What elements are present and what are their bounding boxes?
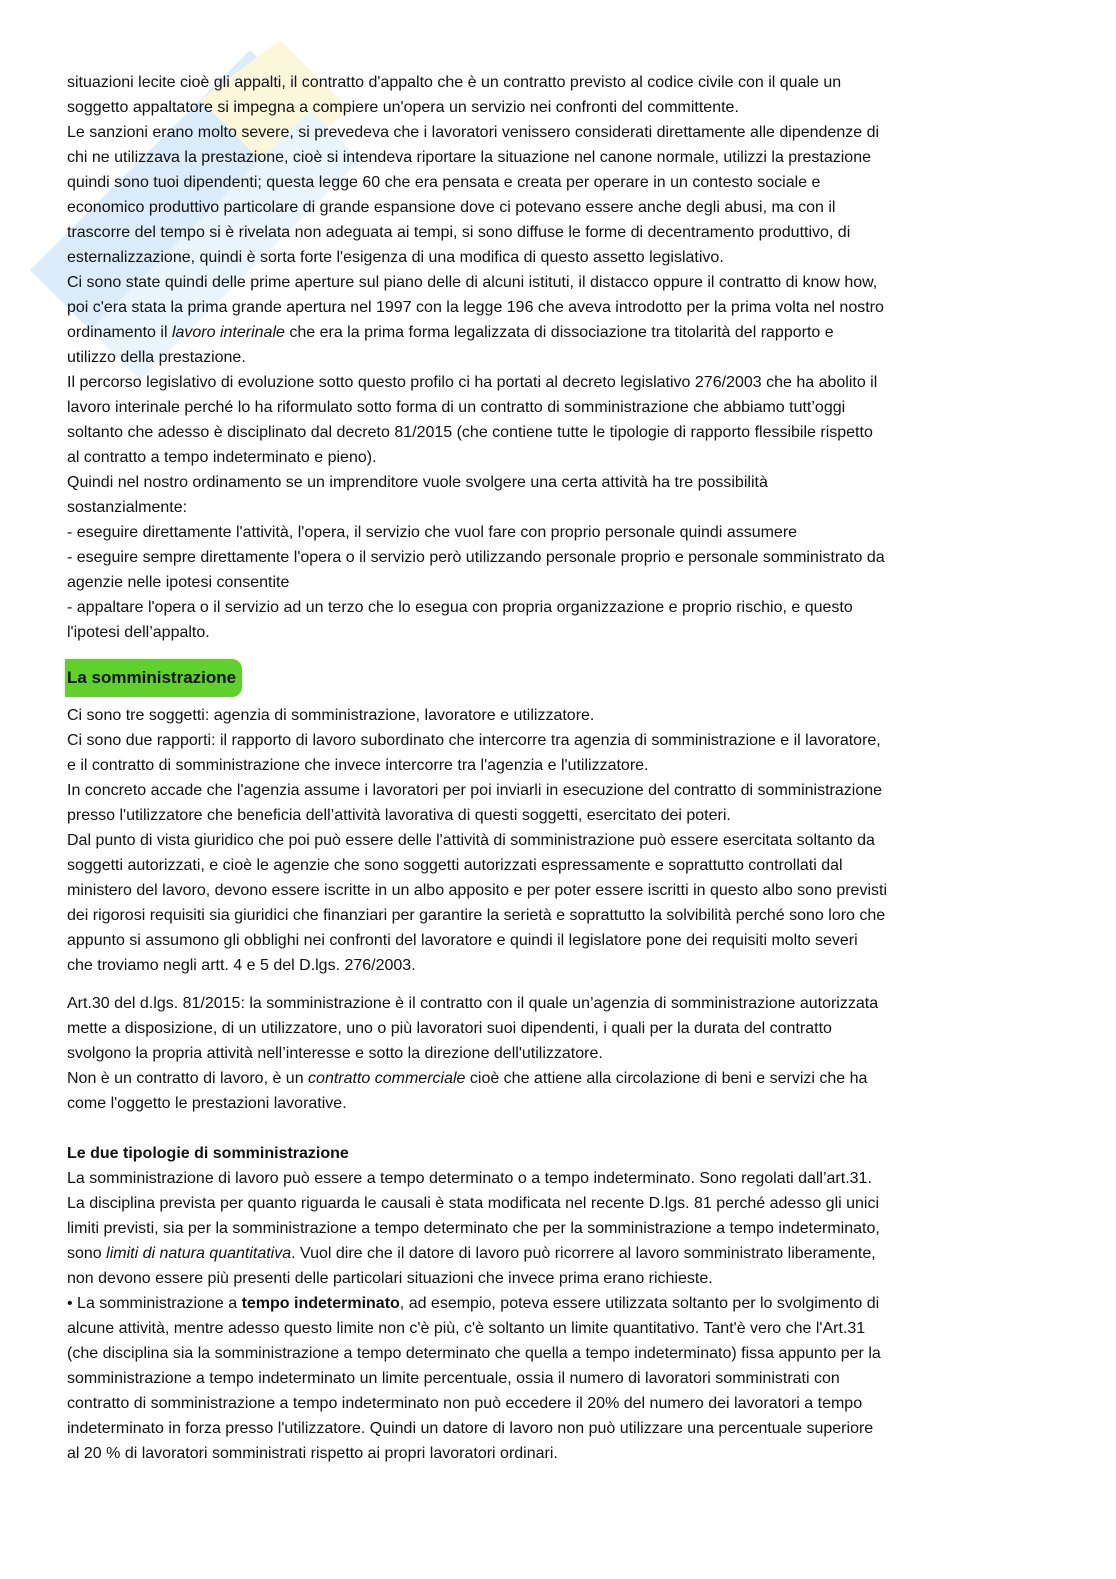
text-line: - appaltare l'opera o il servizio ad un terzo che lo esegua con propria organizzazione e proprio rischio, e questo xyxy=(67,599,853,616)
paragraph-block-intro xyxy=(67,70,1057,645)
text-line: non devono essere più presenti delle particolari situazioni che invece prima erano richieste. xyxy=(67,1270,713,1287)
text-run: • La somministrazione a xyxy=(67,1295,242,1312)
text-line: La somministrazione di lavoro può essere a tempo determinato o a tempo indeterminato. Sono regolati dall’art.31. xyxy=(67,1170,872,1187)
text-line xyxy=(67,1066,1057,1091)
text-line: economico produttivo particolare di grande espansione dove ci potevano essere anche degli abusi, ma con il xyxy=(67,199,836,216)
text-line: indeterminato in forza presso l'utilizzatore. Quindi un datore di lavoro non può utilizzare una percentuale superiore xyxy=(67,1420,874,1437)
text-line: contratto di somministrazione a tempo indeterminato non può eccedere il 20% del numero dei lavoratori a tempo xyxy=(67,1395,863,1412)
text-line: In concreto accade che l'agenzia assume i lavoratori per poi inviarli in esecuzione del contratto di somministrazione xyxy=(67,782,883,799)
text-line: quindi sono tuoi dipendenti; questa legge 60 che era pensata e creata per operare in un contesto sociale e xyxy=(67,174,821,191)
text-run: sono xyxy=(67,1245,107,1262)
text-line: - eseguire direttamente l'attività, l'opera, il servizio che vuol fare con proprio personale quindi assumere xyxy=(67,524,798,541)
text-line: (che disciplina sia la somministrazione a tempo determinato che quella a tempo indeterminato) fissa appunto per la xyxy=(67,1345,881,1362)
text-run: cioè che attiene alla circolazione di beni e servizi che ha xyxy=(465,1070,868,1087)
text-line: poi c'era stata la prima grande apertura nel 1997 con la legge 196 che aveva introdotto per la prima volta nel nostro xyxy=(67,299,884,316)
document-page xyxy=(67,70,1057,1466)
text-line: chi ne utilizzava la prestazione, cioè si intendeva riportare la situazione nel canone normale, utilizzi la prestazione xyxy=(67,149,871,166)
text-line: limiti previsti, sia per la somministrazione a tempo determinato che per la somministrazione a tempo indeterminato, xyxy=(67,1220,880,1237)
text-line: svolgono la propria attività nell’interesse e sotto la direzione dell'utilizzatore. xyxy=(67,1045,603,1062)
text-run: . Vuol dire che il datore di lavoro può ricorrere al lavoro somministrato liberamente, xyxy=(291,1245,876,1262)
text-line: Quindi nel nostro ordinamento se un imprenditore vuole svolgere una certa attività ha tre possibilità xyxy=(67,474,768,491)
text-line: e il contratto di somministrazione che invece intercorre tra l'agenzia e l'utilizzatore. xyxy=(67,757,649,774)
text-line: dei rigorosi requisiti sia giuridici che finanziari per garantire la serietà e soprattutto la solvibilità perché sono loro che xyxy=(67,907,886,924)
text-line: presso l'utilizzatore che beneficia dell’attività lavorativa di questi soggetti, esercitato dei poteri. xyxy=(67,807,731,824)
section-heading-somministrazione: La somministrazione xyxy=(65,659,242,697)
text-line: come l'oggetto le prestazioni lavorative. xyxy=(67,1095,347,1112)
text-line: Ci sono due rapporti: il rapporto di lavoro subordinato che intercorre tra agenzia di somministrazione e il lavoratore, xyxy=(67,732,881,749)
text-line: esternalizzazione, quindi è sorta forte l'esigenza di una modifica di questo assetto legislativo. xyxy=(67,249,724,266)
text-run: che era la prima forma legalizzata di dissociazione tra titolarità del rapporto e xyxy=(284,324,834,341)
text-line: La disciplina prevista per quanto riguarda le causali è stata modificata nel recente D.lgs. 81 perché adesso gli unici xyxy=(67,1195,880,1212)
text-line: utilizzo della prestazione. xyxy=(67,349,246,366)
text-line: al contratto a tempo indeterminato e pieno). xyxy=(67,449,377,466)
text-line: agenzie nelle ipotesi consentite xyxy=(67,574,290,591)
paragraph-block-tipologie xyxy=(67,1141,1057,1466)
text-line: soltanto che adesso è disciplinato dal decreto 81/2015 (che contiene tutte le tipologie di rapporto flessibile rispetto xyxy=(67,424,873,441)
text-line: Art.30 del d.lgs. 81/2015: la somministrazione è il contratto con il quale un’agenzia di somministrazione autorizzata xyxy=(67,995,879,1012)
text-line: l'ipotesi dell’appalto. xyxy=(67,624,210,641)
text-line xyxy=(67,1141,1057,1166)
text-line: lavoro interinale perché lo ha riformulato sotto forma di un contratto di somministrazione che abbiamo tutt’oggi xyxy=(67,399,846,416)
text-line: soggetti autorizzati, e cioè le agenzie che sono soggetti autorizzati espressamente e soprattutto controllati dal xyxy=(67,857,843,874)
text-line: - eseguire sempre direttamente l'opera o il servizio però utilizzando personale proprio e personale somministrato da xyxy=(67,549,885,566)
text-line: Il percorso legislativo di evoluzione sotto questo profilo ci ha portati al decreto legislativo 276/2003 che ha abolito il xyxy=(67,374,878,391)
text-line: Le sanzioni erano molto severe, si prevedeva che i lavoratori venissero considerati direttamente alle dipendenze di xyxy=(67,124,880,141)
paragraph-block-soggetti xyxy=(67,703,1057,978)
text-line xyxy=(67,1241,1057,1266)
text-line: trascorre del tempo si è rivelata non adeguata ai tempi, si sono diffuse le forme di decentramento produttivo, di xyxy=(67,224,851,241)
text-line xyxy=(67,320,1057,345)
paragraph-gap xyxy=(67,1116,1057,1141)
text-run: Non è un contratto di lavoro, è un xyxy=(67,1070,309,1087)
section-heading-row xyxy=(67,659,1057,699)
text-line: sostanzialmente: xyxy=(67,499,188,516)
italic-text: lavoro interinale xyxy=(171,324,285,341)
text-line: Ci sono state quindi delle prime aperture sul piano delle di alcuni istituti, il distacco oppure il contratto di know how, xyxy=(67,274,878,291)
text-line: mette a disposizione, di un utilizzatore, uno o più lavoratori suoi dipendenti, i quali per la durata del contratto xyxy=(67,1020,832,1037)
paragraph-gap xyxy=(67,978,1057,991)
paragraph-block-art30 xyxy=(67,991,1057,1116)
text-line: soggetto appaltatore si impegna a compiere un'opera un servizio nei confronti del committente. xyxy=(67,99,739,116)
text-run: , ad esempio, poteva essere utilizzata soltanto per lo svolgimento di xyxy=(399,1295,880,1312)
text-line: ministero del lavoro, devono essere iscritte in un albo apposito e per poter essere iscritti in questo albo sono previsti xyxy=(67,882,887,899)
italic-text: limiti di natura quantitativa xyxy=(106,1245,292,1262)
text-run: ordinamento il xyxy=(67,324,172,341)
text-line xyxy=(67,1291,1057,1316)
text-line: Dal punto di vista giuridico che poi può essere delle l'attività di somministrazione può essere esercitata soltanto da xyxy=(67,832,875,849)
bold-text: Le due tipologie di somministrazione xyxy=(67,1145,349,1162)
italic-text: contratto commerciale xyxy=(308,1070,466,1087)
text-line: al 20 % di lavoratori somministrati rispetto ai propri lavoratori ordinari. xyxy=(67,1445,558,1462)
text-line: situazioni lecite cioè gli appalti, il contratto d'appalto che è un contratto previsto al codice civile con il quale un xyxy=(67,74,842,91)
text-line: Ci sono tre soggetti: agenzia di somministrazione, lavoratore e utilizzatore. xyxy=(67,707,595,724)
text-line: appunto si assumono gli obblighi nei confronti del lavoratore e quindi il legislatore pone dei requisiti molto severi xyxy=(67,932,858,949)
text-line: somministrazione a tempo indeterminato un limite percentuale, ossia il numero di lavoratori somministrati con xyxy=(67,1370,840,1387)
bold-text: tempo indeterminato xyxy=(241,1295,400,1312)
text-line: che troviamo negli artt. 4 e 5 del D.lgs. 276/2003. xyxy=(67,957,416,974)
text-line: alcune attività, mentre adesso questo limite non c'è più, c'è soltanto un limite quantitativo. Tant'è vero che l'Art.31 xyxy=(67,1320,866,1337)
